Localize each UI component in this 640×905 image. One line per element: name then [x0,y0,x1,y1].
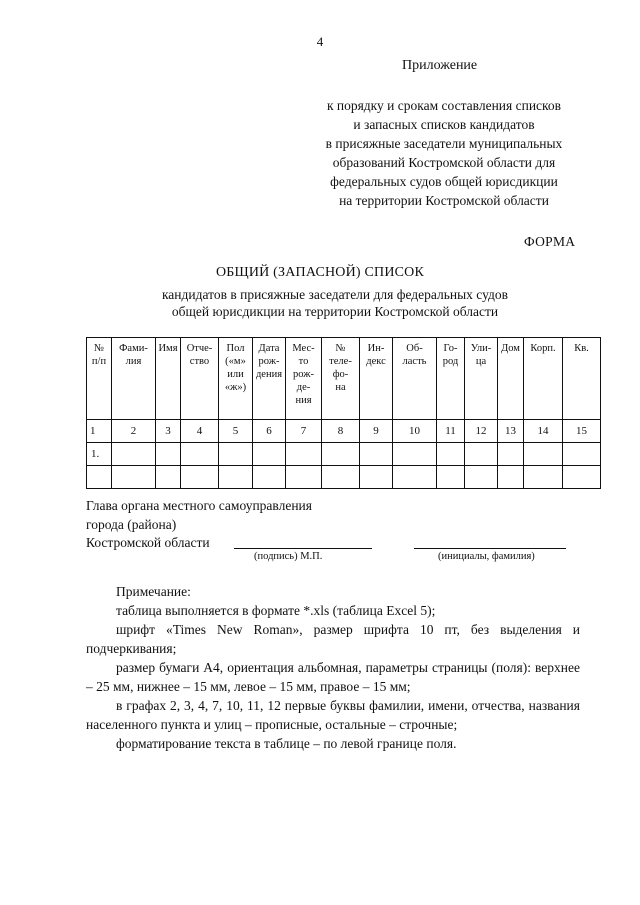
note-item: форматирование текста в таблице – по левой границе поля. [116,736,457,751]
column-number: 5 [219,420,253,443]
column-header-line: Об- [406,343,423,354]
table-cell [465,443,498,466]
appendix-line: в присяжные заседатели муниципальных [325,136,563,151]
column-header [286,338,322,420]
column-header-line: фо- [332,369,349,380]
column-header [87,338,112,420]
column-header [360,338,393,420]
column-header-line: Отче- [186,343,213,354]
form-label: ФОРМА [524,234,576,249]
column-header-line: дения [255,369,283,380]
column-header [181,338,219,420]
table-cell [253,466,286,489]
column-header-line: Пол [226,343,245,354]
table-cell [393,466,437,489]
table-cell [393,443,437,466]
column-number: 1 [87,420,112,443]
column-header-line: Мес- [292,343,315,354]
table-cell [181,443,219,466]
table-cell [437,466,465,489]
column-header-line: Дом [501,343,520,354]
column-header [156,338,181,420]
column-header-line: № [93,343,105,354]
table-cell [524,443,563,466]
column-header-line: декс [366,356,386,367]
column-number: 2 [112,420,156,443]
column-header-line: род [442,356,459,367]
column-header-line: («м» [225,356,246,367]
column-header-line: теле- [329,356,352,367]
signature-title-line: Костромской области [86,535,210,550]
column-header [253,338,286,420]
table-cell [498,466,524,489]
appendix-line: федеральных судов общей юрисдикции [330,174,558,189]
appendix-line: на территории Костромской области [339,193,549,208]
signature-title-line: города (района) [86,517,177,532]
page-number: 4 [316,34,324,49]
table-cell [286,443,322,466]
table-cell [219,443,253,466]
table-cell [181,466,219,489]
table-cell [156,466,181,489]
signature-title-line: Глава органа местного самоуправления [86,498,312,513]
column-header [437,338,465,420]
column-header-line: ца [475,356,487,367]
column-number: 3 [156,420,181,443]
table-cell [156,443,181,466]
note-item: шрифт «Times New Roman», размер шрифта 10 пт, без выделения и подчеркивания; [86,622,580,656]
table-cell [524,466,563,489]
column-header-line: де- [296,382,311,393]
appendix-reference [296,96,592,210]
column-header [322,338,360,420]
column-header-line: п/п [91,356,107,367]
table-cell [360,466,393,489]
table-row [87,443,601,466]
column-number: 13 [498,420,524,443]
column-header [498,338,524,420]
column-header-line: или [227,369,244,380]
column-number: 14 [524,420,563,443]
column-header-line: ласть [402,356,427,367]
column-header-line: лия [125,356,142,367]
column-header-line: то [298,356,309,367]
column-header-line: Ули- [470,343,492,354]
subtitle-line: кандидатов в присяжные заседатели для федеральных судов [161,287,509,302]
table-cell [322,466,360,489]
table-cell [465,466,498,489]
column-header [563,338,601,420]
column-header-line: ство [189,356,210,367]
column-number: 6 [253,420,286,443]
appendix-title: Приложение [402,58,478,73]
table-cell [322,443,360,466]
notes-section [86,582,580,753]
column-number: 7 [286,420,322,443]
table-cell [563,466,601,489]
column-header-line: на [335,382,346,393]
table-cell [87,466,112,489]
column-number: 4 [181,420,219,443]
table-header-row [87,338,601,420]
candidate-list-table [86,337,601,489]
column-header-line: ния [295,395,312,406]
signature-caption: (подпись) М.П. [254,551,323,562]
column-header-line: Кв. [574,343,589,354]
column-header [393,338,437,420]
column-number: 12 [465,420,498,443]
note-item: размер бумаги А4, ориентация альбомная, параметры страницы (поля): верхнее – 25 мм, нижнее – 15 мм, левое – 15 мм, правое – 15 мм; [86,660,580,694]
table-column-number-row [87,420,601,443]
column-header [524,338,563,420]
column-header-line: Ин- [367,343,385,354]
subtitle-line: общей юрисдикции на территории Костромской области [171,304,499,319]
table-cell [360,443,393,466]
notes-heading: Примечание: [116,584,191,599]
document-title: ОБЩИЙ (ЗАПАСНОЙ) СПИСОК [215,265,425,280]
column-header-line: Го- [443,343,458,354]
name-caption: (инициалы, фамилия) [438,551,535,562]
appendix-line: и запасных списков кандидатов [353,117,535,132]
column-header-line: рож- [258,356,280,367]
column-header-line: Имя [158,343,178,354]
column-number: 9 [360,420,393,443]
note-item: в графах 2, 3, 4, 7, 10, 11, 12 первые буквы фамилии, имени, отчества, названия населенного пункта и улиц – прописные, остальные – строчные; [86,698,580,732]
table-cell [286,466,322,489]
table-cell [253,443,286,466]
appendix-line: образований Костромской области для [332,155,556,170]
table-cell [498,443,524,466]
column-number: 10 [393,420,437,443]
column-header-line: № [335,343,346,354]
column-header-line: Корп. [530,343,556,354]
column-header-line: «ж») [224,382,247,393]
table-cell [219,466,253,489]
column-header [112,338,156,420]
table-cell: 1. [87,443,112,466]
table-cell [112,443,156,466]
column-header-line: Фами- [119,343,148,354]
column-number: 15 [563,420,601,443]
table-cell [437,443,465,466]
column-header [219,338,253,420]
column-header [465,338,498,420]
note-item: таблица выполняется в формате *.xls (таблица Excel 5); [116,603,436,618]
column-number: 11 [437,420,465,443]
signature-line [234,548,372,549]
appendix-line: к порядку и срокам составления списков [326,98,562,113]
table-cell [563,443,601,466]
document-subtitle [100,286,570,320]
column-number: 8 [322,420,360,443]
name-line [414,548,566,549]
column-header-line: рож- [293,369,314,380]
table-row [87,466,601,489]
table-cell [112,466,156,489]
column-header-line: Дата [258,343,280,354]
